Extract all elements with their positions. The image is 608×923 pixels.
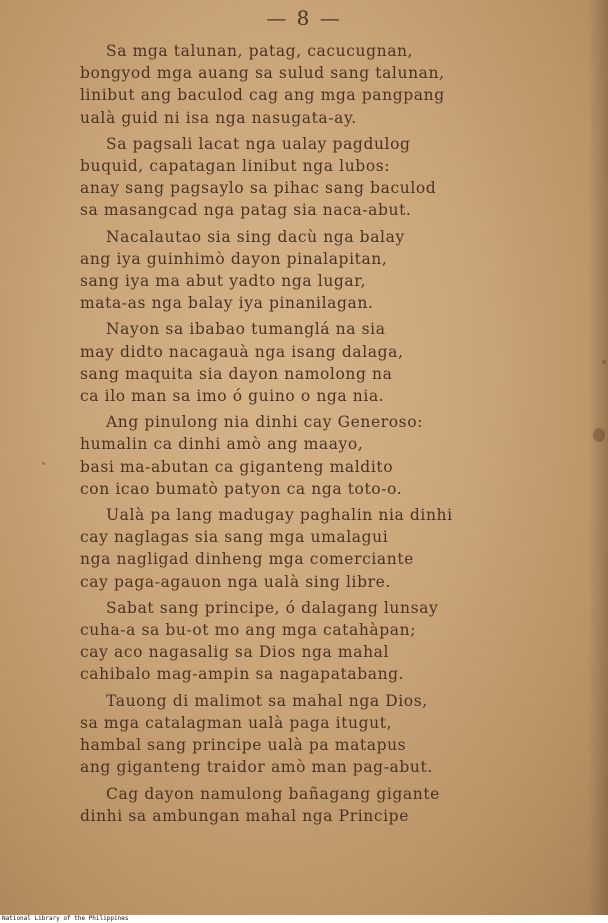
verse-line: dinhi sa ambungan mahal nga Principe bbox=[80, 806, 409, 825]
verse-line: Sa mga talunan, patag, cacucugnan, bbox=[106, 42, 414, 60]
poem-text bbox=[80, 40, 550, 831]
verse-line: cay paga-agauon nga ualà sing libre. bbox=[80, 572, 391, 591]
stanza bbox=[80, 226, 550, 315]
stanza bbox=[80, 597, 550, 686]
stanza bbox=[80, 133, 550, 222]
verse-line: Nacalautao sia sing dacù nga balay bbox=[106, 227, 405, 246]
stanza bbox=[80, 40, 550, 129]
verse-line: Sabat sang principe, ó dalagang lunsay bbox=[106, 598, 439, 617]
verse-line: con icao bumatò patyon ca nga toto-o. bbox=[80, 479, 403, 498]
verse-line: cahibalo mag-ampin sa nagapatabang. bbox=[80, 665, 405, 684]
verse-line: ca ilo man sa imo ó guino o nga nia. bbox=[80, 387, 385, 406]
stanza bbox=[80, 318, 550, 407]
verse-line: ualà guid ni isa nga nasugata-ay. bbox=[80, 108, 357, 127]
verse-line: hambal sang principe ualà pa matapus bbox=[80, 736, 407, 755]
verse-line: Ang pinulong nia dinhi cay Generoso: bbox=[106, 413, 423, 432]
verse-line: buquid, capatagan linibut nga lubos: bbox=[80, 157, 391, 176]
verse-line: sang maquita sia dayon namolong na bbox=[80, 364, 393, 383]
verse-line: may didto nacagauà nga isang dalaga, bbox=[80, 342, 404, 361]
verse-line: humalin ca dinhi amò ang maayo, bbox=[80, 435, 364, 454]
verse-line: sa masangcad nga patag sia naca-abut. bbox=[80, 201, 412, 220]
page-number: — 8 — bbox=[266, 6, 342, 30]
stanza bbox=[80, 783, 550, 827]
verse-line: mata-as nga balay iya pinanilagan. bbox=[80, 294, 374, 313]
verse-line: cuha-a sa bu-ot mo ang mga catahàpan; bbox=[80, 621, 417, 640]
verse-line: linibut ang baculod cag ang mga pangpang bbox=[80, 86, 445, 105]
verse-line: anay sang pagsaylo sa pihac sang baculod bbox=[80, 179, 437, 198]
verse-line: cay aco nagasalig sa Dios nga mahal bbox=[80, 643, 390, 662]
ink-speck bbox=[42, 462, 45, 465]
verse-line: sa mga catalagman ualà paga itugut, bbox=[80, 713, 393, 732]
footer-credit: National Library of the Philippines bbox=[2, 915, 129, 922]
verse-line: ang iya guinhimò dayon pinalapitan, bbox=[80, 249, 388, 268]
verse-line: ang giganteng traidor amò man pag-abut. bbox=[80, 758, 433, 777]
verse-line: Tauong di malimot sa mahal nga Dios, bbox=[106, 691, 428, 710]
verse-line: sang iya ma abut yadto nga lugar, bbox=[80, 272, 367, 291]
page-edge-shadow bbox=[588, 0, 608, 915]
verse-line: Ualà pa lang madugay paghalin nia dinhi bbox=[106, 506, 453, 525]
ink-speck bbox=[602, 360, 606, 364]
stanza bbox=[80, 504, 550, 593]
verse-line: Nayon sa ibabao tumanglá na sia bbox=[106, 320, 386, 339]
verse-line: cay naglagas sia sang mga umalagui bbox=[80, 528, 389, 547]
stanza bbox=[80, 411, 550, 500]
verse-line: Cag dayon namulong bañagang gigante bbox=[106, 784, 440, 803]
verse-line: bongyod mga auang sa sulud sang talunan, bbox=[80, 64, 445, 83]
stanza bbox=[80, 690, 550, 779]
verse-line: nga nagligad dinheng mga comerciante bbox=[80, 550, 414, 569]
verse-line: basi ma-abutan ca giganteng maldito bbox=[80, 457, 394, 476]
verse-line: Sa pagsali lacat nga ualay pagdulog bbox=[106, 134, 411, 153]
ink-stain bbox=[593, 428, 605, 442]
